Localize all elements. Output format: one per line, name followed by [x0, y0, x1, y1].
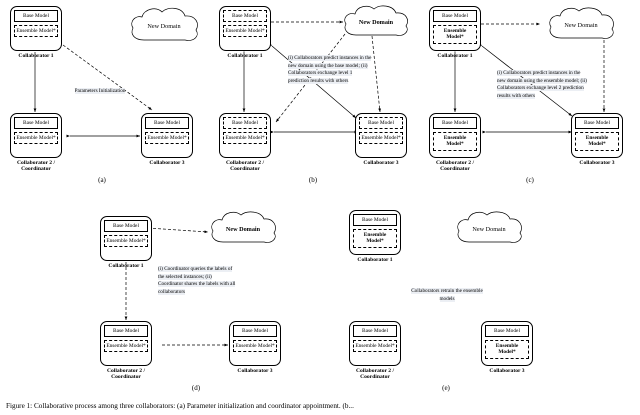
panel-e-collaborator-3: [481, 321, 533, 366]
ensemble-model-cell: Ensemble Model*: [145, 132, 189, 144]
panel-e-new-domain-cloud: [452, 208, 526, 250]
panel-a-new-domain-cloud: [126, 4, 202, 48]
panel-a-new-domain-text: New Domain: [147, 22, 181, 30]
base-model-cell: Base Model: [433, 117, 477, 129]
base-model-cell: Base Model: [575, 117, 619, 129]
base-model-cell: Base Model: [223, 10, 267, 22]
panel-b-new-domain-cloud: [340, 2, 412, 42]
figure-caption: Figure 1: Collaborative process among three collaborators: (a) Parameter initialization and coordinator appointment. (b...: [6, 402, 354, 410]
panel-d-annotation: [158, 266, 238, 296]
panel-b-collaborator-3-label: Collaborator 3: [363, 160, 399, 166]
panel-e-collaborator-2: [349, 321, 401, 366]
base-model-cell: Base Model: [223, 117, 267, 129]
panel-b-collaborator-1-label: Collaborator 1: [227, 53, 263, 59]
panel-d-new-domain-text: New Domain: [225, 225, 261, 233]
panel-a-collaborator-3-label: Collaborator 3: [149, 160, 185, 166]
panel-d-collaborator-1: [100, 216, 152, 261]
panel-a-annotation-text: Parameters Initialization: [74, 88, 126, 94]
ensemble-model-cell: Ensemble Model*: [353, 229, 397, 247]
subcaption-b: (b): [308, 176, 318, 184]
panel-b-collaborator-1: [219, 6, 271, 51]
base-model-cell: Base Model: [359, 117, 403, 129]
ensemble-model-cell: Ensemble Model*: [433, 25, 477, 43]
panel-c-collaborator-2-label: Collaborator 2 / Coordinator: [435, 160, 475, 173]
panel-a-collaborator-3: [141, 113, 193, 158]
base-model-cell: Base Model: [104, 325, 148, 337]
ensemble-model-cell: Ensemble Model*: [104, 340, 148, 352]
panel-b-annotation-text: (i) Collaborators predict instances in the new domain using the base model; (ii) Collaborators exchange level 1 prediction results with others: [288, 55, 372, 84]
panel-b-annotation: [288, 55, 374, 85]
ensemble-model-cell: Ensemble Model*: [14, 25, 58, 37]
ensemble-model-cell: Ensemble Model*: [353, 340, 397, 352]
panel-d-collaborator-1-label: Collaborator 1: [108, 263, 144, 269]
ensemble-model-cell: Ensemble Model*: [223, 132, 267, 144]
base-model-cell: Base Model: [353, 214, 397, 226]
panel-e-collaborator-2-label: Collaborator 2 / Coordinator: [355, 368, 395, 381]
panel-a-collaborator-2-label: Collaborator 2 / Coordinator: [16, 160, 56, 173]
ensemble-model-cell: Ensemble Model*: [359, 132, 403, 144]
panel-b-collaborator-2: [219, 113, 271, 158]
panel-d-collaborator-2-label: Collaborator 2 / Coordinator: [106, 368, 146, 381]
ensemble-model-cell: Ensemble Model*: [233, 340, 277, 352]
subcaption-d: (d): [191, 384, 201, 392]
panel-d-collaborator-3-label: Collaborator 3: [237, 368, 273, 374]
base-model-cell: Base Model: [485, 325, 529, 337]
panel-e-annotation-text: Collaborators retrain the ensemble models: [411, 288, 483, 302]
ensemble-model-cell: Ensemble Model*: [485, 340, 529, 358]
base-model-cell: Base Model: [14, 10, 58, 22]
panel-c-new-domain-cloud: [544, 4, 618, 46]
panel-c-annotation-text: (i) Collaborators predict instances in the new domain using the ensemble model; (ii) Collaborators exchange level 2 prediction results with others: [497, 70, 587, 99]
panel-a-annotation: [72, 88, 128, 96]
ensemble-model-cell: Ensemble Model*: [104, 235, 148, 247]
panel-e-collaborator-1-label: Collaborator 1: [357, 257, 393, 263]
panel-a-collaborator-1-label: Collaborator 1: [18, 53, 54, 59]
panel-c-collaborator-3-label: Collaborator 3: [579, 160, 615, 166]
ensemble-model-cell: Ensemble Model*: [575, 132, 619, 150]
panel-c-collaborator-2: [429, 113, 481, 158]
panel-d-annotation-text: (i) Coordinator queries the labels of the selected instances; (ii) Coordinator shares the labels with all collaborators: [158, 266, 236, 295]
panel-c-collaborator-3: [571, 113, 623, 158]
panel-b-collaborator-2-label: Collaborator 2 / Coordinator: [225, 160, 265, 173]
panel-e-collaborator-1: [349, 210, 401, 255]
panel-c-annotation: [497, 70, 589, 100]
subcaption-a: (a): [98, 176, 106, 184]
panel-b-collaborator-3: [355, 113, 407, 158]
panel-d-collaborator-3: [229, 321, 281, 366]
panel-c-collaborator-1: [429, 6, 481, 51]
panel-a-collaborator-1: [10, 6, 62, 51]
base-model-cell: Base Model: [353, 325, 397, 337]
base-model-cell: Base Model: [14, 117, 58, 129]
ensemble-model-cell: Ensemble Model*: [433, 132, 477, 150]
panel-c-collaborator-1-label: Collaborator 1: [437, 53, 473, 59]
ensemble-model-cell: Ensemble Model*: [223, 25, 267, 37]
panel-a-collaborator-2: [10, 113, 62, 158]
subcaption-e: (e): [442, 384, 450, 392]
panel-b-new-domain-text: New Domain: [358, 18, 394, 26]
base-model-cell: Base Model: [233, 325, 277, 337]
panel-e-collaborator-3-label: Collaborator 3: [489, 368, 525, 374]
base-model-cell: Base Model: [104, 220, 148, 232]
panel-e-new-domain-text: New Domain: [472, 225, 506, 233]
ensemble-model-cell: Ensemble Model*: [14, 132, 58, 144]
subcaption-c: (c): [526, 176, 534, 184]
base-model-cell: Base Model: [145, 117, 189, 129]
panel-c-new-domain-text: New Domain: [564, 21, 598, 29]
panel-d-collaborator-2: [100, 321, 152, 366]
base-model-cell: Base Model: [433, 10, 477, 22]
panel-e-annotation: [408, 288, 486, 303]
panel-d-new-domain-cloud: [206, 208, 280, 250]
